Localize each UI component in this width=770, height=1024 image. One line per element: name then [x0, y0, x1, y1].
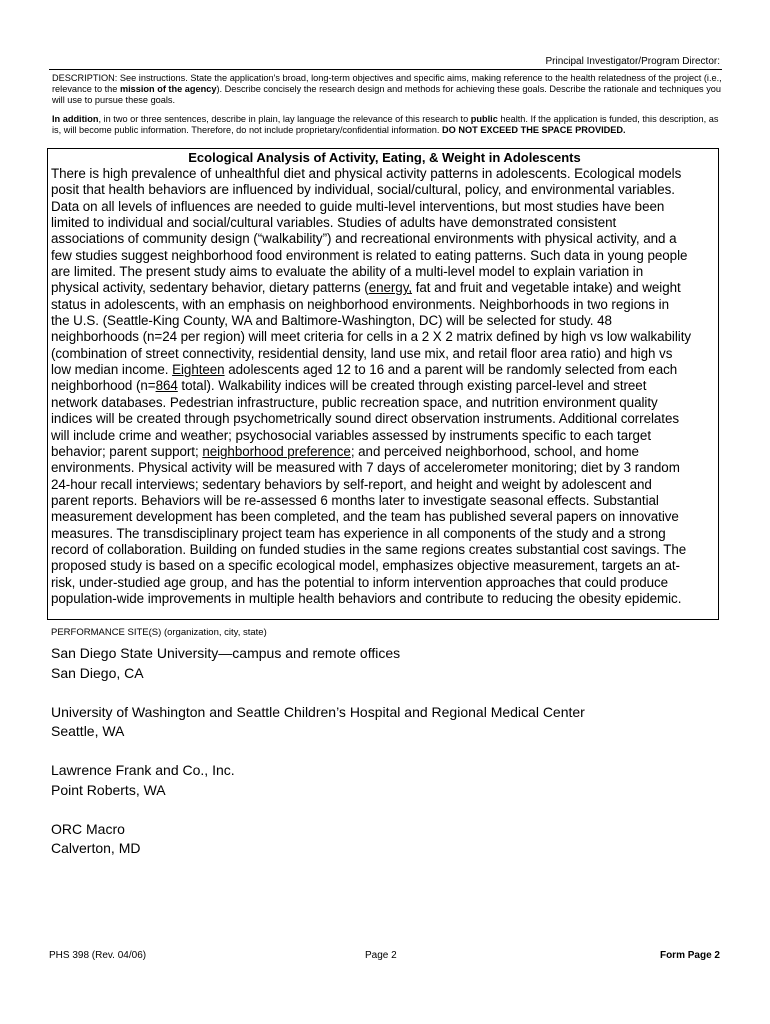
description-instructions — [52, 73, 722, 106]
form-id: PHS 398 (Rev. 04/06) — [49, 950, 147, 961]
abstract-box — [47, 148, 719, 620]
public-relevance-instructions — [52, 114, 722, 136]
abstract-underlined-term: Eighteen — [172, 362, 225, 378]
performance-site — [51, 703, 585, 742]
site-organization: University of Washington and Seattle Children’s Hospital and Regional Medical Center — [51, 703, 585, 720]
performance-sites-list — [51, 644, 585, 878]
instr-bold: public — [470, 114, 498, 124]
abstract-segment: adolescents aged 12 to 16 and a parent will be randomly selected from each neighborhood (n= — [51, 362, 678, 394]
abstract-segment: total). Walkability indices will be created through existing parcel-level and street network databases. Pedestrian infrastructure, public recreation space, and nutrition environment quality indices will be created through psychometrically sound direct observation instruments. Additional correlates will include crime and weather; psychosocial variables assessed by instruments specific to each target behavior; parent support; — [51, 378, 680, 459]
abstract-segment: There is high prevalence of unhealthful diet and physical activity patterns in adolescents. Ecological models posit that health behaviors are influenced by individual, social/cultural, policy, and environmental variables. Data on all levels of influences are needed to guide multi-level interventions, but most studies have been limited to individual and social/cultural variables. Studies of adults have demonstrated consistent associations of community design (“walkability”) and recreational environments with physical activity, and a few studies suggest neighborhood food environment is related to eating patterns. Such data in young people are limited. The present study aims to evaluate the ability of a multi-level model to explain variation in physical activity, sedentary behavior, dietary patterns ( — [51, 166, 688, 296]
pi-label: Principal Investigator/Program Director: — [545, 56, 720, 67]
header-rule — [49, 69, 722, 70]
abstract-underlined-term: neighborhood preference — [202, 443, 351, 459]
site-organization: Lawrence Frank and Co., Inc. — [51, 762, 235, 778]
performance-sites-label: PERFORMANCE SITE(S) (organization, city, state) — [51, 627, 267, 638]
instr-text: ). Describe concisely the research design and methods for achieving these goals. Describe the rationale and techniques you will use to pursue these goals. — [52, 84, 722, 105]
site-location: Point Roberts, WA — [51, 781, 166, 798]
instr-text: DESCRIPTION: See instructions. State the application's broad, long-term objectives and specific aims, making reference to the health relatedness of the project (i.e., relevance to the — [52, 73, 722, 94]
site-location: Seattle, WA — [51, 723, 125, 739]
abstract-title: Ecological Analysis of Activity, Eating, & Weight in Adolescents — [188, 150, 581, 165]
abstract-underlined-term: energy, — [368, 280, 413, 296]
abstract-segment: ; and perceived neighborhood, school, and home environments. Physical activity will be measured with 7 days of accelerometer monitoring; diet by 3 random 24-hour recall interviews; sedentary behaviors by self-report, and height and weight by adolescent and parent reports. Behaviors will be re-assessed 6 months later to investigate seasonal effects. Substantial measurement development has been completed, and the team has published several papers on innovative measures. The transdisciplinary project team has experience in all components of the study and a strong record of collaboration. Building on funded studies in the same regions creates substantial cost savings. The proposed study is based on a specific ecological model, emphasizes objective measurement, targets an at- risk, under-studied age group, and has the potential to inform intervention approaches that could produce population-wide improvements in multiple health behaviors and contribute to reducing the obesity epidemic. — [51, 443, 687, 606]
site-location: Calverton, MD — [51, 840, 141, 856]
instr-bold: In addition — [52, 114, 99, 124]
instr-bold: mission of the agency — [119, 84, 217, 94]
site-location: San Diego, CA — [51, 664, 144, 681]
instr-text: , in two or three sentences, describe in plain, lay language the relevance of this research to — [98, 114, 471, 124]
performance-site — [51, 644, 585, 683]
performance-site — [51, 820, 585, 859]
instr-text: health. If the application is funded, this description, as is, will become public information. Therefore, do not include proprietary/confidential information. — [52, 114, 719, 135]
abstract-text — [51, 166, 718, 607]
abstract-underlined-term: 864 — [155, 378, 178, 394]
instr-bold: DO NOT EXCEED THE SPACE PROVIDED. — [442, 125, 626, 135]
site-organization: ORC Macro — [51, 820, 125, 837]
form-page-label: Form Page 2 — [659, 950, 720, 961]
page-number: Page 2 — [365, 950, 397, 961]
abstract-segment: fat and fruit and vegetable intake) and weight status in adolescents, with an emphasis on neighborhood environments. Neighborhoods in two regions in the U.S. (Seattle-King County, WA and Baltimore-Washington, DC) will be selected for study. 48 neighborhoods (n=24 per region) will meet criteria for cells in a 2 X 2 matrix defined by high vs low walkability (combination of street connectivity, residential density, land use mix, and retail floor area ratio) and high vs low median income. — [51, 280, 692, 378]
performance-site — [51, 761, 585, 800]
site-organization: San Diego State University—campus and remote offices — [51, 645, 401, 661]
